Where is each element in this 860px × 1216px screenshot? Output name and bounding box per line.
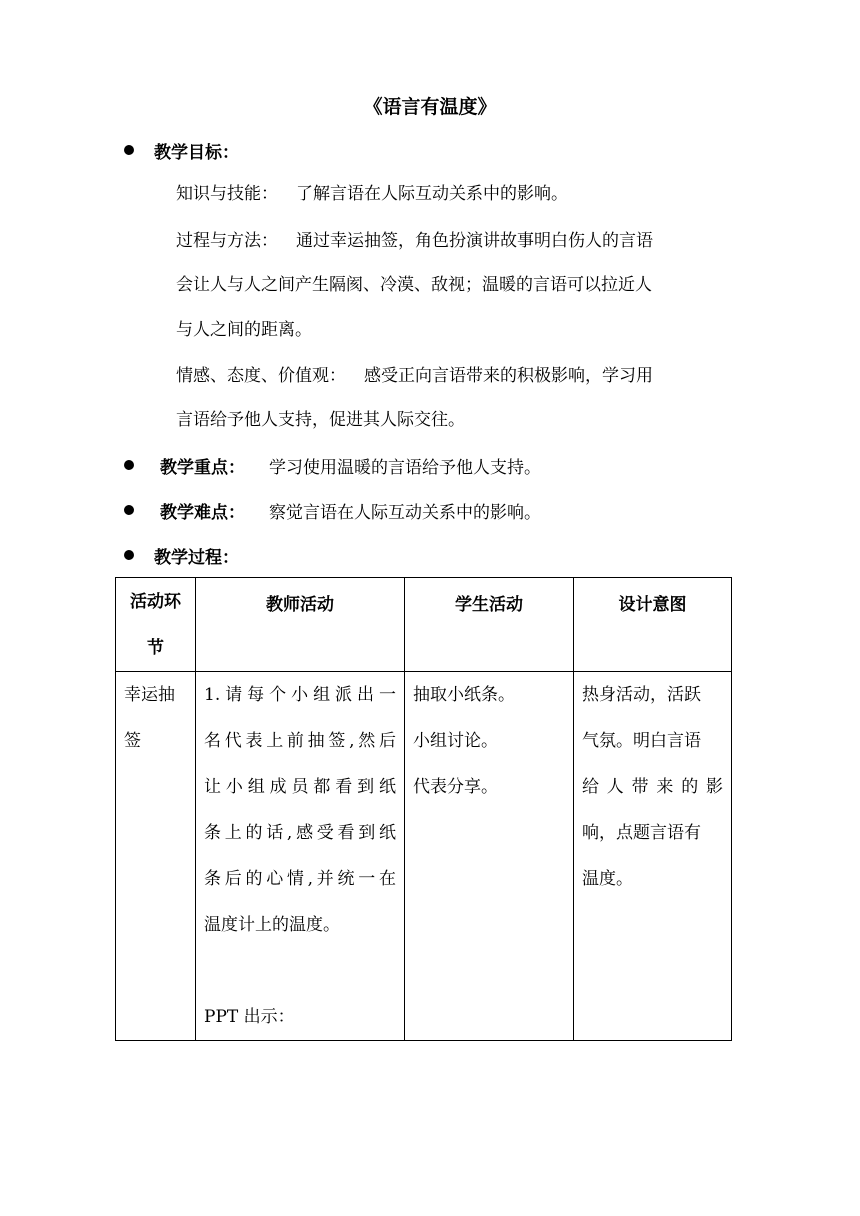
- bullet-icon: [124, 550, 134, 560]
- key-point-text: 学习使用温暖的言语给予他人支持。: [269, 457, 541, 478]
- header-intent-label: 设计意图: [618, 595, 687, 615]
- knowledge-text: 了解言语在人际互动关系中的影响。: [296, 184, 568, 204]
- teacher-line-8: PPT 出示：: [204, 1007, 295, 1027]
- teacher-line-6: 温度计上的温度。: [204, 915, 340, 935]
- teaching-process-table: [115, 577, 732, 1041]
- process-heading: 教学过程：: [154, 547, 239, 568]
- key-point-heading: 教学重点：: [160, 457, 245, 478]
- bullet-icon: [124, 460, 134, 470]
- cell-student-activity: [405, 672, 574, 1041]
- intent-line-4: 响，点题言语有: [582, 823, 701, 843]
- student-line-2: 小组讨论。: [413, 731, 498, 751]
- intent-line-1: 热身活动，活跃: [582, 685, 701, 705]
- cell-design-intent: [574, 672, 732, 1041]
- difficulty-heading: 教学难点：: [160, 502, 245, 523]
- emotion-line-2: 言语给予他人支持，促进其人际交往。: [176, 410, 465, 430]
- header-student-activity: [405, 578, 574, 672]
- intent-line-3: 给人带来的影: [582, 777, 723, 797]
- student-line-1: 抽取小纸条。: [413, 685, 515, 705]
- objectives-heading: 教学目标：: [154, 142, 239, 163]
- header-student-label: 学生活动: [455, 595, 523, 615]
- process-text-1: 通过幸运抽签，角色扮演讲故事明白伤人的言语: [296, 231, 653, 251]
- knowledge-line: [176, 182, 568, 206]
- header-stage-line-1: 活动环: [130, 592, 181, 612]
- teacher-line-blank: [204, 948, 396, 994]
- stage-line-2: 签: [124, 731, 141, 751]
- header-teacher-label: 教师活动: [266, 595, 334, 615]
- cell-teacher-activity: [196, 672, 405, 1041]
- cell-stage: [116, 672, 196, 1041]
- header-stage-line-2: 节: [147, 638, 164, 658]
- process-line-2: 会让人与人之间产生隔阂、冷漠、敌视；温暖的言语可以拉近人: [176, 275, 652, 295]
- teacher-line-3: 让小组成员都看到纸: [204, 777, 396, 797]
- teacher-line-1: 1.请每个小组派出一: [204, 685, 396, 705]
- table-header-row: [116, 578, 732, 672]
- header-activity-stage: [116, 578, 196, 672]
- stage-line-1: 幸运抽: [124, 685, 175, 705]
- bullet-icon: [124, 505, 134, 515]
- emotion-text-1: 感受正向言语带来的积极影响，学习用: [364, 366, 653, 386]
- difficulty-text: 察觉言语在人际互动关系中的影响。: [269, 502, 541, 523]
- teacher-line-4: 条上的话,感受看到纸: [204, 823, 396, 843]
- header-teacher-activity: [196, 578, 405, 672]
- student-line-3: 代表分享。: [413, 777, 498, 797]
- knowledge-label: 知识与技能：: [176, 184, 278, 204]
- emotion-label: 情感、态度、价值观：: [176, 366, 346, 386]
- document-title: 《语言有温度》: [363, 96, 497, 118]
- table-row: [116, 672, 732, 1041]
- objectives-section: [124, 138, 239, 162]
- process-line-3: 与人之间的距离。: [176, 320, 312, 340]
- teacher-line-5: 条后的心情,并统一在: [204, 869, 396, 889]
- bullet-icon: [124, 145, 134, 155]
- intent-line-2: 气氛。明白言语: [582, 731, 701, 751]
- process-label: 过程与方法：: [176, 231, 278, 251]
- header-design-intent: [574, 578, 732, 672]
- key-point-section: [124, 453, 541, 477]
- emotion-line-1: [176, 364, 653, 388]
- process-line-1: [176, 229, 653, 253]
- process-section: [124, 543, 239, 567]
- difficulty-section: [124, 498, 541, 522]
- intent-line-5: 温度。: [582, 869, 633, 889]
- teacher-line-2: 名代表上前抽签,然后: [204, 731, 396, 751]
